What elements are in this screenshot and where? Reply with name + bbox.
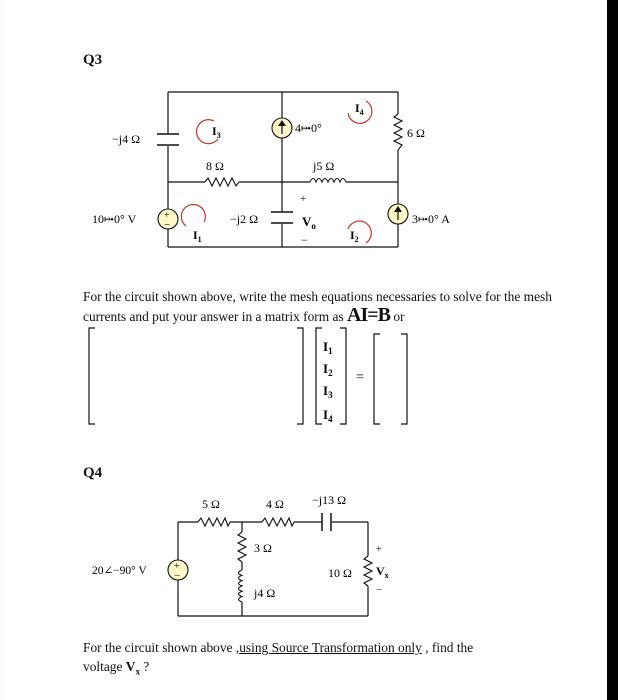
q4-text-underlined: using Source Transformation only — [239, 640, 422, 655]
q4-text-line1-a: For the circuit shown above , — [83, 640, 240, 655]
q3-mesh-i3: $I_3$ — [212, 124, 221, 140]
vector-i4: $I_4$ — [323, 407, 333, 424]
vector-i-left-bracket — [316, 328, 322, 424]
vector-i-right-bracket — [340, 328, 346, 424]
q4-voltage-source — [168, 560, 188, 582]
q3-voltage-source — [158, 209, 178, 231]
svg-text:−: − — [164, 219, 171, 231]
q3-label-r6: 6 Ω — [407, 126, 425, 140]
vector-b-left-bracket — [374, 334, 380, 424]
q4-label-r3: 3 Ω — [254, 541, 272, 555]
q3-label-l5: j5 Ω — [313, 159, 335, 173]
q4-label-c13: −j13 Ω — [312, 493, 347, 507]
q4-resistor-5 — [198, 516, 230, 528]
q4-label-r10: 10 Ω — [328, 566, 352, 580]
q4-inductor-j4 — [236, 570, 248, 602]
q4-resistor-10 — [362, 556, 374, 586]
q3-label-c-left: −j4 Ω — [112, 132, 141, 146]
q3-resistor-8 — [205, 176, 239, 188]
q3-mesh-i2: $I_2$ — [350, 228, 359, 244]
q4-label-r5: 5 Ω — [202, 497, 220, 511]
q3-label-vo: $V_o$ — [302, 214, 316, 231]
q4-label-r4: 4 Ω — [266, 497, 284, 511]
q3-label-isrc-top: 4⤠0° — [295, 121, 322, 135]
q4-resistor-3 — [236, 532, 248, 562]
matrix-a-right-bracket — [297, 328, 303, 424]
svg-text:−: − — [376, 584, 383, 596]
q4-text-line2-b: ? — [139, 659, 150, 674]
question-3-label: Q3 — [83, 52, 103, 68]
svg-text:+: + — [376, 544, 382, 555]
svg-text:−: − — [174, 570, 181, 582]
q3-text-line1: For the circuit shown above, write the mesh equations necessaries to solve for the mesh — [83, 289, 552, 304]
svg-text:+: + — [300, 193, 307, 205]
q3-current-source-right — [388, 204, 408, 224]
q4-text-line1-b: , find the — [425, 640, 474, 655]
q4-label-vx: $V_x$ — [376, 564, 389, 580]
q4-instructions — [83, 638, 583, 682]
q4-label-src: 20∠−90° V — [92, 565, 147, 577]
q3-mesh-i1: $I_1$ — [193, 228, 202, 244]
q3-label-vsrc: 10⤠0° V — [92, 212, 137, 226]
q3-label-c-mid: −j2 Ω — [230, 212, 259, 226]
q4-label-l4: j4 Ω — [254, 586, 276, 600]
q3-text-or: or — [393, 309, 405, 324]
matrix-a-left-bracket — [89, 328, 95, 424]
vector-i1: $I_1$ — [323, 339, 333, 356]
q3-formula: AI=B — [347, 304, 390, 326]
q3-capacitor-middle — [271, 212, 293, 224]
svg-text:−: − — [301, 233, 308, 247]
vector-i2: $I_2$ — [323, 361, 333, 378]
q4-circuit-diagram — [0, 480, 618, 630]
q3-label-isrc-right: 3⤠0° A — [412, 212, 450, 226]
q3-circuit-diagram — [0, 0, 618, 260]
q3-matrix — [0, 320, 618, 430]
vector-b-right-bracket — [401, 334, 407, 424]
q3-resistor-6 — [392, 114, 404, 150]
q4-text-line2-a: voltage — [83, 659, 123, 674]
q3-inductor-j5 — [310, 176, 346, 188]
q3-capacitor-left — [157, 134, 179, 146]
q4-text-vx: V — [125, 659, 136, 674]
q3-text-line2: currents and put your answer in a matrix form as — [83, 309, 344, 324]
question-4-label: Q4 — [83, 465, 103, 481]
q3-mesh-arrow-i1 — [181, 205, 205, 226]
vector-i3: $I_3$ — [323, 383, 333, 400]
q4-capacitor-j13 — [322, 513, 332, 531]
matrix-equals: = — [356, 370, 364, 385]
q3-label-r8: 8 Ω — [206, 159, 224, 173]
svg-text:+: + — [164, 210, 170, 221]
q3-mesh-i4: $I_4$ — [355, 101, 364, 117]
q4-text-vx-sub: x — [135, 666, 140, 677]
q3-current-source-top — [272, 118, 292, 138]
svg-text:+: + — [174, 561, 180, 572]
q4-resistor-4 — [262, 516, 294, 528]
